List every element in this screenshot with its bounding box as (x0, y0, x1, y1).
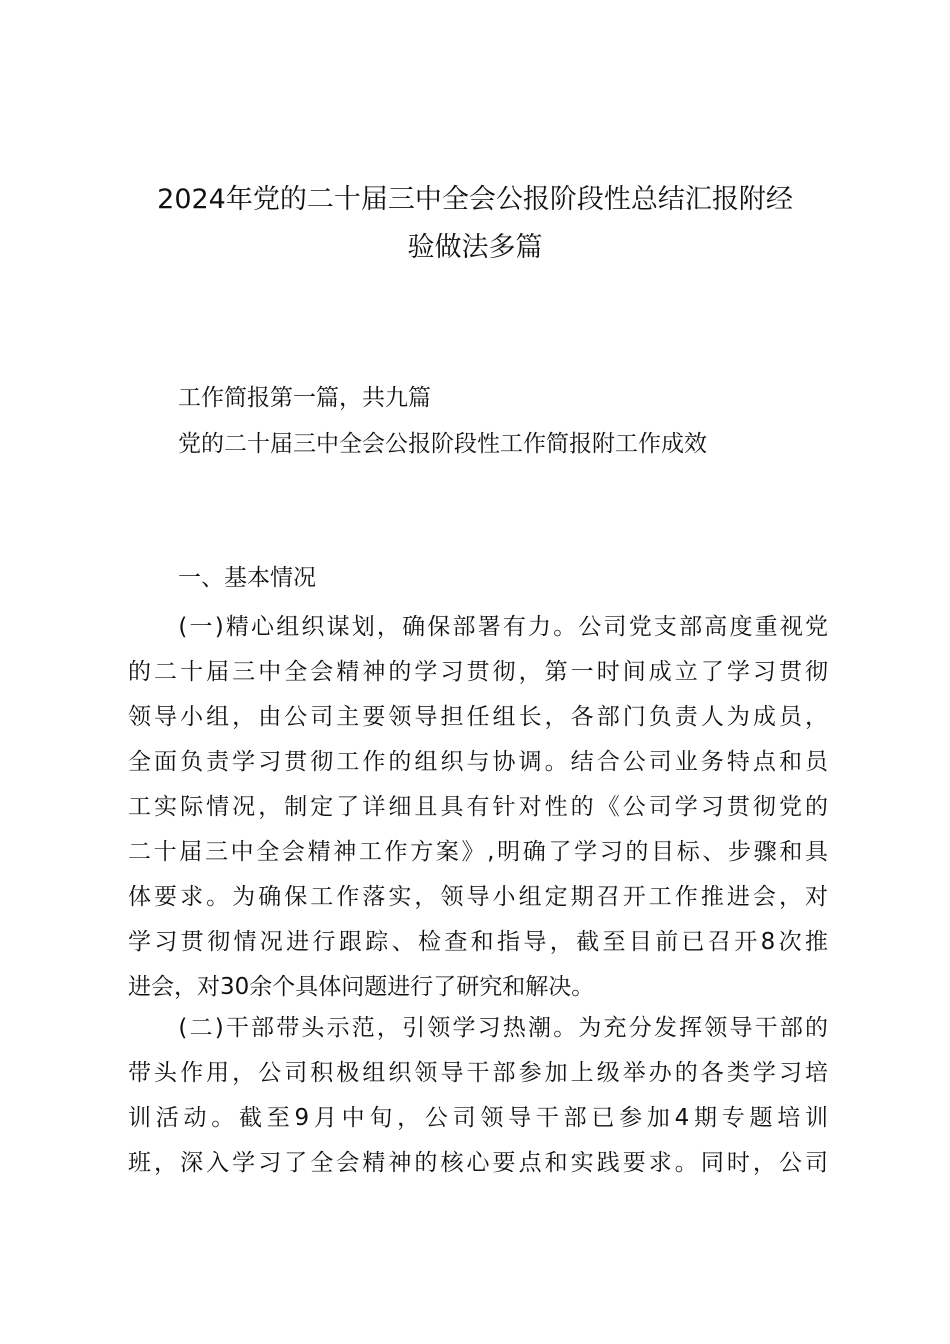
paragraph-line: 训活动。截至9月中旬，公司领导干部已参加4期专题培训 (128, 1105, 828, 1131)
document-title (128, 176, 822, 272)
paragraph-1 (128, 605, 828, 1010)
paragraph-line: 领导小组，由公司主要领导担任组长，各部门负责人为成员， (128, 704, 828, 730)
paragraph-line: 带头作用，公司积极组织领导干部参加上级举办的各类学习培 (128, 1060, 828, 1086)
subheading-brief-title: 党的二十届三中全会公报阶段性工作简报附工作成效 (178, 431, 707, 457)
section-heading: 一、基本情况 (178, 565, 316, 591)
paragraph-line: 学习贯彻情况进行跟踪、检查和指导，截至目前已召开8次推 (128, 929, 828, 955)
title-line: 验做法多篇 (407, 232, 543, 263)
paragraph-line: 工实际情况，制定了详细且具有针对性的《公司学习贯彻党的 (128, 794, 828, 820)
paragraph-line: 进会，对30余个具体问题进行了研究和解决。 (128, 974, 595, 1000)
paragraph-line: 的二十届三中全会精神的学习贯彻，第一时间成立了学习贯彻 (128, 659, 828, 685)
paragraph-2 (128, 1006, 828, 1186)
subheading-series: 工作简报第一篇，共九篇 (178, 385, 431, 411)
paragraph-line: 二十届三中全会精神工作方案》,明确了学习的目标、步骤和具 (128, 839, 828, 865)
paragraph-line: 全面负责学习贯彻工作的组织与协调。结合公司业务特点和员 (128, 749, 828, 775)
paragraph-line: 体要求。为确保工作落实，领导小组定期召开工作推进会，对 (128, 884, 828, 910)
title-line: 2024年党的二十届三中全会公报阶段性总结汇报附经 (157, 184, 793, 215)
paragraph-line: 班，深入学习了全会精神的核心要点和实践要求。同时，公司 (128, 1150, 828, 1176)
paragraph-line: (二)干部带头示范，引领学习热潮。为充分发挥领导干部的 (128, 1015, 828, 1041)
paragraph-line: (一)精心组织谋划，确保部署有力。公司党支部高度重视党 (128, 614, 828, 640)
